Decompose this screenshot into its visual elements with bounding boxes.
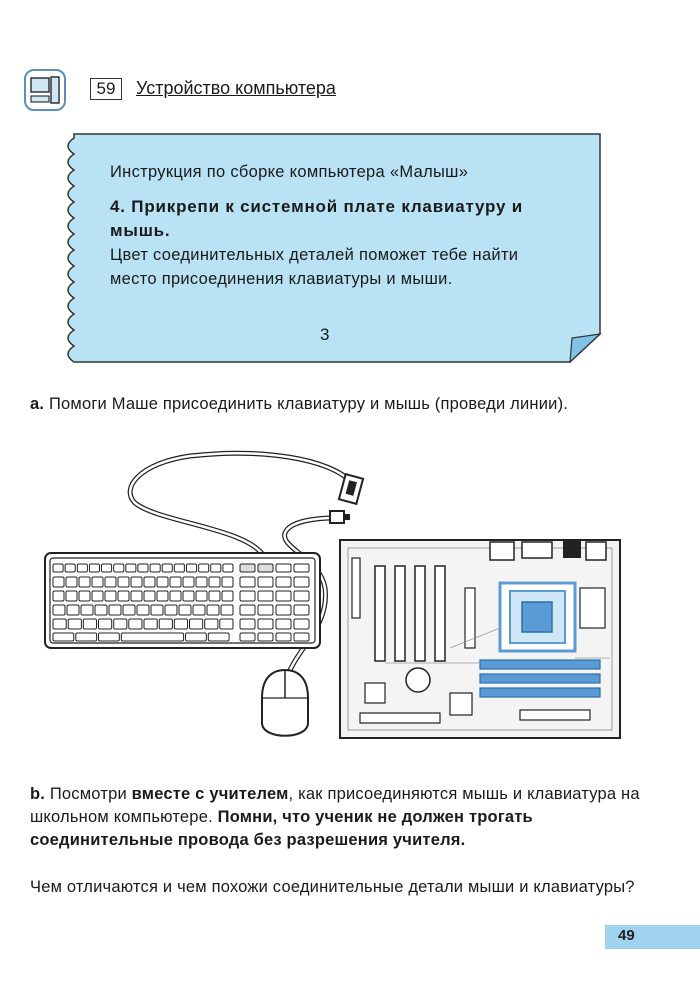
task-a-text: Помоги Маше присоединить клавиатуру и мышь (проведи линии). xyxy=(48,395,569,413)
keyboard-key xyxy=(109,605,121,615)
keyboard-key xyxy=(294,633,309,641)
keyboard-key xyxy=(170,591,181,601)
keyboard-key xyxy=(276,605,291,615)
keyboard-key xyxy=(276,564,291,572)
keyboard-key xyxy=(276,633,291,641)
keyboard-key xyxy=(294,605,309,615)
keyboard-key xyxy=(222,577,233,587)
mouse-connector xyxy=(330,511,350,523)
mouse xyxy=(262,670,308,736)
keyboard-key xyxy=(240,619,255,629)
keyboard-key xyxy=(205,619,218,629)
keyboard-key xyxy=(276,619,291,629)
task-c-question: Чем отличаются и чем похожи соединительные детали мыши и клавиатуры? xyxy=(30,878,635,896)
keyboard-key xyxy=(138,564,148,572)
keyboard-key xyxy=(157,591,168,601)
keyboard-key xyxy=(222,591,233,601)
keyboard-key xyxy=(144,619,157,629)
keyboard-key xyxy=(92,577,103,587)
keyboard-key xyxy=(126,564,136,572)
keyboard-key xyxy=(240,633,255,641)
keyboard-key xyxy=(183,577,194,587)
keyboard-key xyxy=(53,591,64,601)
keyboard-key xyxy=(186,633,207,641)
keyboard-key xyxy=(208,633,229,641)
task-b-bold-2: Помни, что ученик не должен трогать соединительные провода без разрешения учителя. xyxy=(30,808,533,849)
keyboard-key xyxy=(157,577,168,587)
keyboard-key xyxy=(240,564,255,572)
keyboard-key xyxy=(118,577,129,587)
keyboard-key xyxy=(53,564,63,572)
keyboard-key xyxy=(207,605,219,615)
keyboard-key xyxy=(79,591,90,601)
keyboard-key xyxy=(294,577,309,587)
keyboard-key xyxy=(53,619,66,629)
keyboard-key xyxy=(165,605,177,615)
lesson-number: 59 xyxy=(90,78,122,100)
note-heading: Инструкция по сборке компьютера «Малыш» xyxy=(110,163,469,181)
keyboard-key xyxy=(276,591,291,601)
task-b-text-1: Посмотри xyxy=(49,785,132,803)
computer-icon xyxy=(24,69,66,111)
keyboard-key xyxy=(66,577,77,587)
keyboard-key xyxy=(199,564,209,572)
keyboard-connector xyxy=(339,474,363,504)
keyboard-key xyxy=(179,605,191,615)
keyboard-key xyxy=(190,619,203,629)
keyboard-key xyxy=(276,577,291,587)
keyboard-key xyxy=(99,633,120,641)
keyboard-key xyxy=(121,633,183,641)
task-a xyxy=(30,393,670,416)
lesson-title: Устройство компьютера xyxy=(136,78,336,98)
keyboard-key xyxy=(240,591,255,601)
keyboard-key xyxy=(144,577,155,587)
keyboard-key xyxy=(294,619,309,629)
keyboard-key xyxy=(102,564,112,572)
keyboard-key xyxy=(79,577,90,587)
keyboard-key xyxy=(99,619,112,629)
keyboard-key xyxy=(223,564,233,572)
keyboard-key xyxy=(170,577,181,587)
keyboard-key xyxy=(65,564,75,572)
keyboard-key xyxy=(193,605,205,615)
task-b-bold-1: вместе с учителем xyxy=(131,785,289,803)
keyboard-key xyxy=(105,591,116,601)
keyboard-key xyxy=(105,577,116,587)
keyboard-key xyxy=(83,619,96,629)
keyboard-key xyxy=(159,619,172,629)
keyboard-key xyxy=(95,605,107,615)
keyboard-key xyxy=(221,605,233,615)
keyboard-key xyxy=(220,619,233,629)
keyboard-key xyxy=(209,591,220,601)
keyboard-key xyxy=(258,633,273,641)
keyboard-key xyxy=(151,605,163,615)
task-b xyxy=(30,783,670,852)
keyboard-key xyxy=(196,591,207,601)
keyboard-key xyxy=(77,564,87,572)
keyboard-key xyxy=(131,577,142,587)
keyboard-key xyxy=(258,577,273,587)
keyboard-key xyxy=(174,619,187,629)
keyboard-key xyxy=(211,564,221,572)
keyboard-key xyxy=(89,564,99,572)
keyboard-key xyxy=(196,577,207,587)
keyboard-key xyxy=(258,605,273,615)
keyboard-key xyxy=(144,591,155,601)
keyboard xyxy=(45,553,320,648)
keyboard-key xyxy=(183,591,194,601)
keyboard-key xyxy=(174,564,184,572)
note-page-number: 3 xyxy=(320,325,330,344)
note-step: 4. Прикрепи к системной плате клавиатуру и мышь. xyxy=(110,197,524,240)
keyboard-key xyxy=(66,591,77,601)
note-body: Цвет соединительных деталей поможет тебе найти место присоединения клавиатуры и мыши. xyxy=(110,246,519,288)
keyboard-key xyxy=(137,605,149,615)
keyboard-key xyxy=(294,564,309,572)
keyboard-key xyxy=(294,591,309,601)
keyboard-key xyxy=(258,619,273,629)
keyboard-key xyxy=(131,591,142,601)
keyboard-key xyxy=(187,564,197,572)
keyboard-key xyxy=(162,564,172,572)
task-a-marker: а. xyxy=(30,395,45,413)
keyboard-key xyxy=(240,577,255,587)
keyboard-key xyxy=(114,564,124,572)
keyboard-key xyxy=(258,591,273,601)
keyboard-key xyxy=(258,564,273,572)
keyboard-key xyxy=(123,605,135,615)
task-b-marker: b. xyxy=(30,785,46,803)
keyboard-key xyxy=(209,577,220,587)
page-number: 49 xyxy=(618,927,635,944)
illustration xyxy=(40,448,680,753)
task-b-text-2: , как присоединяются мышь и клавиатура на школьном компьютере. xyxy=(30,785,640,826)
keyboard-key xyxy=(118,591,129,601)
keyboard-key xyxy=(81,605,93,615)
motherboard xyxy=(340,540,620,738)
keyboard-key xyxy=(129,619,142,629)
keyboard-key xyxy=(68,619,81,629)
keyboard-key xyxy=(53,577,64,587)
keyboard-key xyxy=(114,619,127,629)
keyboard-key xyxy=(150,564,160,572)
keyboard-key xyxy=(92,591,103,601)
keyboard-key xyxy=(67,605,79,615)
keyboard-key xyxy=(53,605,65,615)
keyboard-key xyxy=(76,633,97,641)
keyboard-key xyxy=(53,633,74,641)
keyboard-cable xyxy=(130,453,352,558)
keyboard-key xyxy=(240,605,255,615)
